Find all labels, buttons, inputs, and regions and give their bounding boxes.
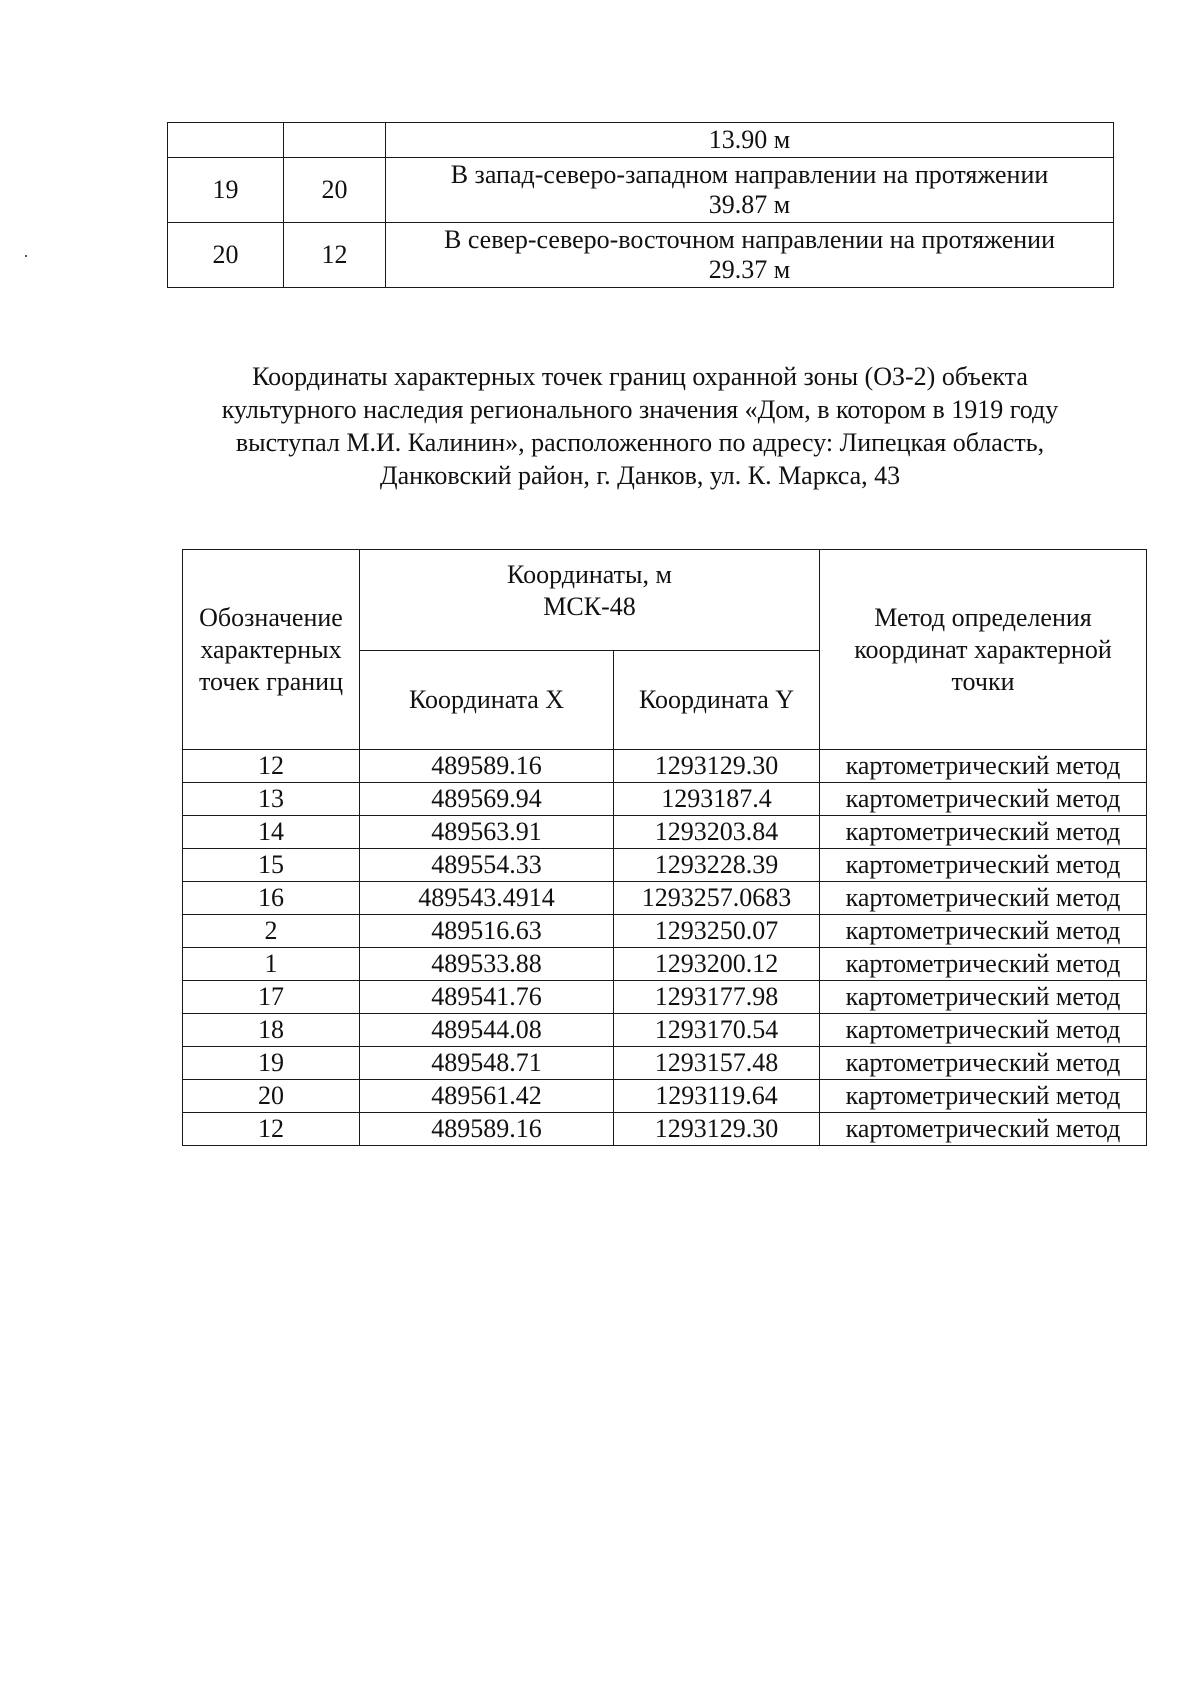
designation-header: Обозначение характерных точек границ <box>183 550 360 750</box>
point-number: 20 <box>183 1080 360 1113</box>
segment-to: 20 <box>284 158 386 223</box>
point-number: 13 <box>183 783 360 816</box>
point-number: 14 <box>183 816 360 849</box>
segment-from: 19 <box>168 158 284 223</box>
table-row <box>168 158 1114 223</box>
coordinate-y: 1293129.30 <box>614 1113 820 1146</box>
point-number: 19 <box>183 1047 360 1080</box>
point-number: 1 <box>183 948 360 981</box>
coordinate-y: 1293257.0683 <box>614 882 820 915</box>
coordinate-x: 489589.16 <box>360 1113 614 1146</box>
coordinate-y: 1293228.39 <box>614 849 820 882</box>
table-row <box>183 1080 1147 1113</box>
coordinate-x: 489533.88 <box>360 948 614 981</box>
method-cell: картометрический метод <box>820 750 1147 783</box>
method-cell: картометрический метод <box>820 948 1147 981</box>
table-row <box>183 783 1147 816</box>
point-number: 18 <box>183 1014 360 1047</box>
coordinate-y: 1293200.12 <box>614 948 820 981</box>
table-row <box>168 223 1114 288</box>
point-number: 12 <box>183 1113 360 1146</box>
y-header: Координата Y <box>614 651 820 750</box>
coordinate-y: 1293177.98 <box>614 981 820 1014</box>
point-number: 16 <box>183 882 360 915</box>
header-row <box>183 550 1147 651</box>
segment-from: 20 <box>168 223 284 288</box>
segment-to: 12 <box>284 223 386 288</box>
table-row <box>183 981 1147 1014</box>
coordinate-x: 489516.63 <box>360 915 614 948</box>
coordinate-x: 489589.16 <box>360 750 614 783</box>
point-number: 12 <box>183 750 360 783</box>
method-cell: картометрический метод <box>820 981 1147 1014</box>
table-row <box>183 882 1147 915</box>
method-cell: картометрический метод <box>820 882 1147 915</box>
point-number: 17 <box>183 981 360 1014</box>
heading-line: выступал М.И. Калинин», расположенного по адресу: Липецкая область, <box>235 428 1045 457</box>
point-number: 15 <box>183 849 360 882</box>
segment-description: 13.90 м <box>386 123 1114 158</box>
method-header: Метод определения координат характерной точки <box>820 550 1147 750</box>
coordinate-y: 1293170.54 <box>614 1014 820 1047</box>
table-row <box>183 1113 1147 1146</box>
table-row <box>183 1014 1147 1047</box>
coordinate-y: 1293203.84 <box>614 816 820 849</box>
table-row <box>183 849 1147 882</box>
table-row <box>183 915 1147 948</box>
method-cell: картометрический метод <box>820 1080 1147 1113</box>
segment-description: В север-северо-восточном направлении на протяжении 29.37 м <box>386 223 1114 288</box>
method-cell: картометрический метод <box>820 1113 1147 1146</box>
method-cell: картометрический метод <box>820 1047 1147 1080</box>
coordinates-header-unit: Координаты, м <box>507 560 672 589</box>
coordinates-header-system: МСК-48 <box>543 592 636 621</box>
coordinate-x: 489569.94 <box>360 783 614 816</box>
coordinates-body <box>183 750 1147 1146</box>
table-row <box>183 816 1147 849</box>
method-cell: картометрический метод <box>820 816 1147 849</box>
segment-description: В запад-северо-западном направлении на протяжении 39.87 м <box>386 158 1114 223</box>
heading-line: Координаты характерных точек границ охранной зоны (ОЗ-2) объекта <box>252 362 1028 391</box>
coordinate-x: 489541.76 <box>360 981 614 1014</box>
section-heading <box>160 360 1120 492</box>
coordinate-y: 1293250.07 <box>614 915 820 948</box>
table-row <box>183 750 1147 783</box>
coordinate-y: 1293129.30 <box>614 750 820 783</box>
method-cell: картометрический метод <box>820 1014 1147 1047</box>
coordinates-header <box>360 550 820 651</box>
method-cell: картометрический метод <box>820 783 1147 816</box>
scan-speck <box>25 255 27 257</box>
segment-to <box>284 123 386 158</box>
coordinate-x: 489543.4914 <box>360 882 614 915</box>
x-header: Координата X <box>360 651 614 750</box>
coordinates-table <box>182 549 1147 1146</box>
table-row <box>183 948 1147 981</box>
coordinate-x: 489563.91 <box>360 816 614 849</box>
coordinate-x: 489554.33 <box>360 849 614 882</box>
coordinate-y: 1293119.64 <box>614 1080 820 1113</box>
boundary-segments-table <box>167 122 1114 288</box>
coordinate-y: 1293157.48 <box>614 1047 820 1080</box>
table-row <box>183 1047 1147 1080</box>
method-cell: картометрический метод <box>820 849 1147 882</box>
coordinate-x: 489561.42 <box>360 1080 614 1113</box>
point-number: 2 <box>183 915 360 948</box>
coordinate-y: 1293187.4 <box>614 783 820 816</box>
segment-from <box>168 123 284 158</box>
method-cell: картометрический метод <box>820 915 1147 948</box>
coordinate-x: 489548.71 <box>360 1047 614 1080</box>
coordinate-x: 489544.08 <box>360 1014 614 1047</box>
table-row <box>168 123 1114 158</box>
heading-line: культурного наследия регионального значения «Дом, в котором в 1919 году <box>221 395 1059 424</box>
heading-line: Данковский район, г. Данков, ул. К. Маркса, 43 <box>379 461 901 490</box>
